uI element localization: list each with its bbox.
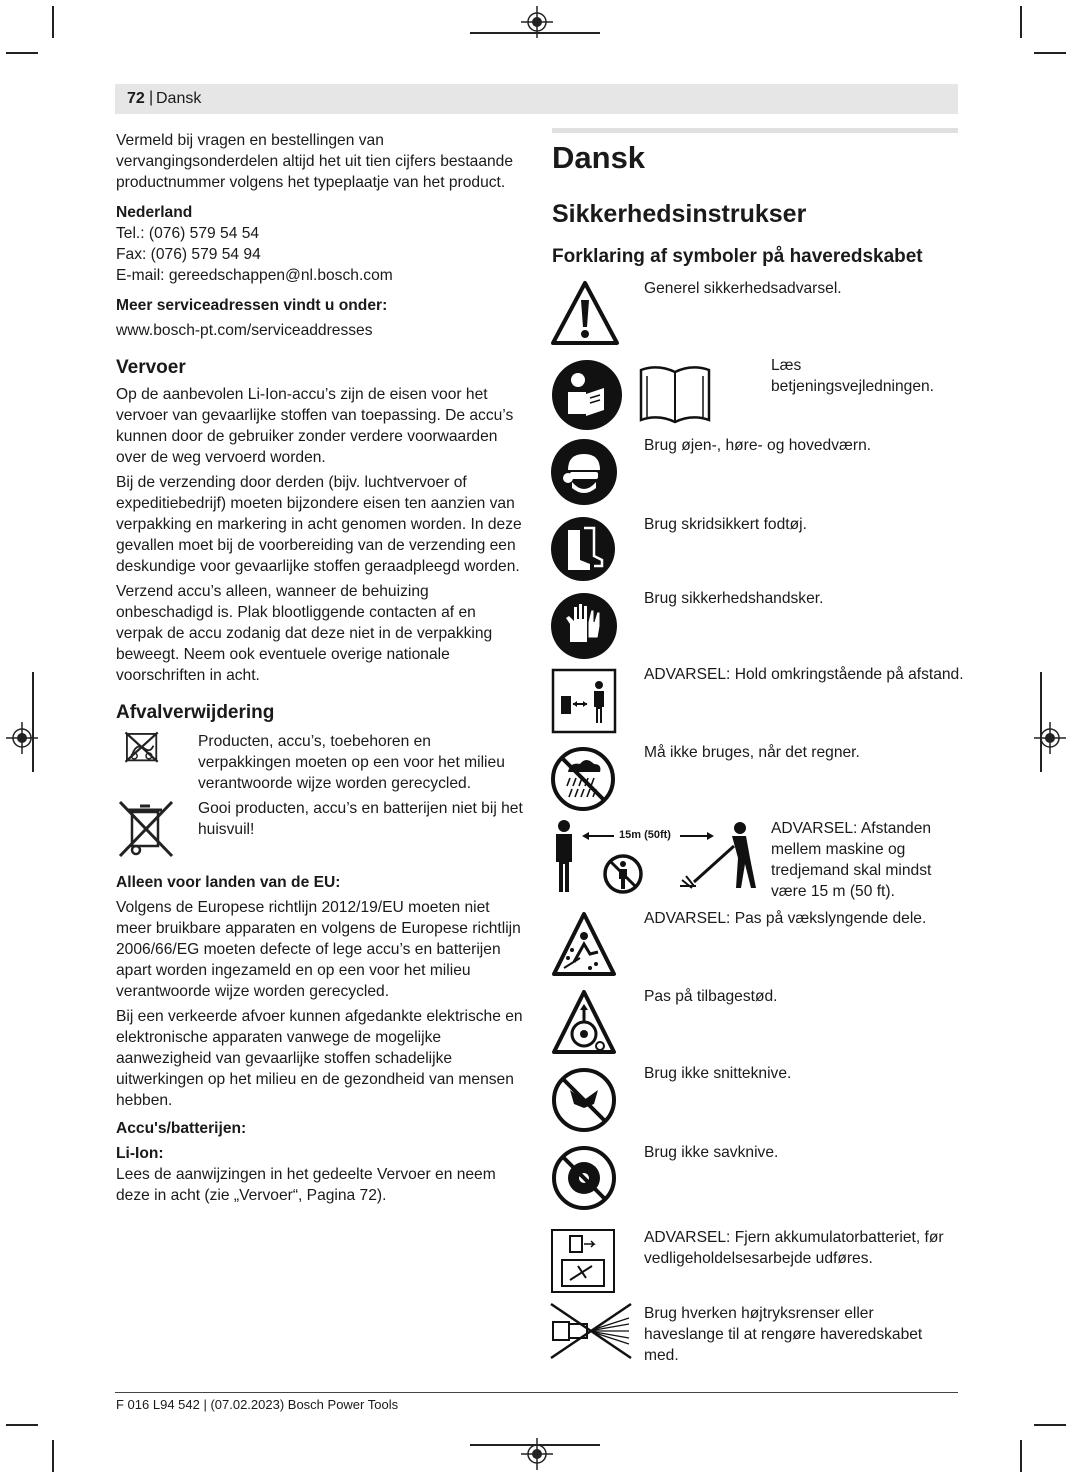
head-protection-icon bbox=[550, 438, 618, 506]
no-water-jet-icon bbox=[549, 1302, 633, 1360]
crop-mark bbox=[52, 1440, 54, 1472]
symbol-description: Brug hverken højtryksrenser eller haveslange til at rengøre haveredskabet med. bbox=[644, 1305, 923, 1364]
transport-paragraph: Verzend accu’s alleen, wanneer de behuizing onbeschadigd is. Plak blootliggende contacten af en verpak de accu zodanig dat deze niet in de verpakking beweegt. Neem ook eventuele overige nationale voorschriften in acht. bbox=[116, 583, 493, 684]
symbols-heading: Forklaring af symboler på haveredskabet bbox=[552, 246, 923, 267]
kickback-warning-icon bbox=[550, 988, 618, 1056]
thrown-objects-warning-icon bbox=[550, 910, 618, 978]
disposal-heading: Afvalverwijdering bbox=[116, 702, 275, 723]
remove-battery-icon bbox=[550, 1228, 616, 1294]
symbol-description: Brug ikke savknive. bbox=[644, 1144, 779, 1161]
eu-paragraph: Bij een verkeerde afvoer kunnen afgedankte elektrische en elektronische apparaten vanwege de mogelijke aanwezigheid van gevaarlijke stoffen schadelijke uitwerkingen op het milieu en de gezondheid van mensen hebben. bbox=[116, 1008, 523, 1109]
symbol-description: Brug sikkerhedshandsker. bbox=[644, 590, 824, 607]
service-heading: Meer serviceadressen vindt u onder: bbox=[116, 297, 388, 314]
section-name: Dansk bbox=[156, 90, 202, 107]
page-header bbox=[115, 84, 958, 114]
intro-paragraph: Vermeld bij vragen en bestellingen van vervangingsonderdelen altijd het uit tien cijfers bestaande productnummer volgens het typeplaatje van het product. bbox=[116, 132, 514, 191]
registration-mark-icon bbox=[521, 1438, 553, 1470]
service-url[interactable]: www.bosch-pt.com/serviceaddresses bbox=[116, 322, 373, 339]
disposal-item bbox=[116, 731, 526, 794]
contact-tel: Tel.: (076) 579 54 54 bbox=[116, 225, 260, 242]
safety-heading: Sikkerhedsinstrukser bbox=[552, 200, 807, 228]
crop-mark bbox=[6, 52, 38, 54]
crop-mark bbox=[1020, 1440, 1022, 1472]
recycle-packaging-icon bbox=[116, 731, 176, 775]
page-footer: F 016 L94 542 | (07.02.2023) Bosch Power Tools bbox=[116, 1397, 399, 1412]
footer-rule bbox=[115, 1392, 958, 1393]
symbol-description: Brug øjen-, høre- og hovedværn. bbox=[644, 437, 872, 454]
open-book-icon bbox=[637, 360, 713, 426]
symbol-description: Må ikke bruges, når det regner. bbox=[644, 744, 860, 761]
liion-paragraph: Lees de aanwijzingen in het gedeelte Vervoer en neem deze in acht (zie „Vervoer“, Pagina 72). bbox=[116, 1166, 496, 1204]
contact-fax: Fax: (076) 579 54 94 bbox=[116, 246, 261, 263]
eu-paragraph: Volgens de Europese richtlijn 2012/19/EU moeten niet meer bruikbare apparaten en volgens de Europese richtlijn 2006/66/EG moeten defecte of lege accu’s en batterijen apart worden ingezameld en op een voor het milieu verantwoorde wijze worden gerecycled. bbox=[116, 899, 521, 1000]
eu-heading: Alleen voor landen van de EU: bbox=[116, 874, 341, 891]
warning-triangle-icon bbox=[550, 280, 620, 346]
contact-email[interactable]: E-mail: gereedschappen@nl.bosch.com bbox=[116, 267, 393, 284]
crop-mark bbox=[1034, 1424, 1066, 1426]
symbol-description: ADVARSEL: Pas på vækslyngende dele. bbox=[644, 910, 927, 927]
liion-heading: Li-Ion: bbox=[116, 1145, 164, 1162]
disposal-text: Producten, accu’s, toebehoren en verpakkingen moeten op een voor het milieu verantwoorde wijze worden gerecycled. bbox=[198, 733, 505, 792]
crossed-bin-icon bbox=[116, 798, 176, 858]
symbol-description: ADVARSEL: Fjern akkumulatorbatteriet, før vedligeholdelsesarbejde udføres. bbox=[644, 1229, 944, 1267]
disposal-text: Gooi producten, accu’s en batterijen niet bij het huisvuil! bbox=[198, 800, 523, 838]
no-rain-icon bbox=[550, 746, 616, 812]
transport-paragraph: Bij de verzending door derden (bijv. luchtvervoer of expeditiebedrijf) moeten bijzondere eisen ten aanzien van verpakking en markering in acht genomen worden. In deze gevallen moet bij de voorbereiding van de verzending een deskundige voor gevaarlijke stoffen geraadpleegd worden. bbox=[116, 474, 522, 575]
keep-distance-icon bbox=[551, 668, 617, 734]
batteries-heading: Accu's/batterijen: bbox=[116, 1120, 247, 1137]
symbol-description: Brug skridsikkert fodtøj. bbox=[644, 516, 807, 533]
page-number: 72 bbox=[127, 90, 145, 107]
symbol-description: Pas på tilbagestød. bbox=[644, 988, 778, 1005]
column-rule bbox=[552, 128, 958, 133]
symbol-description: Generel sikkerhedsadvarsel. bbox=[644, 280, 842, 297]
section-title: Dansk bbox=[552, 140, 646, 175]
crop-mark bbox=[1020, 6, 1022, 38]
registration-mark-icon bbox=[6, 722, 38, 754]
transport-paragraph: Op de aanbevolen Li-Ion-accu’s zijn de eisen voor het vervoer van gevaarlijke stoffen van toepassing. De accu’s kunnen door de gebruiker zonder verdere voorwaarden over de weg vervoerd worden. bbox=[116, 386, 514, 466]
distance-label: 15m (50ft) bbox=[619, 829, 671, 841]
no-saw-blade-icon bbox=[550, 1144, 618, 1212]
contact-country: Nederland bbox=[116, 204, 193, 221]
registration-mark-icon bbox=[521, 6, 553, 38]
symbol-description: Brug ikke snitteknive. bbox=[644, 1065, 792, 1082]
registration-mark-icon bbox=[1034, 722, 1066, 754]
no-cutting-blade-icon bbox=[550, 1066, 618, 1134]
symbol-description: ADVARSEL: Afstanden mellem maskine og tredjemand skal mindst være 15 m (50 ft). bbox=[771, 820, 932, 900]
safety-gloves-icon bbox=[550, 592, 618, 660]
left-column bbox=[116, 130, 526, 1210]
header-separator: | bbox=[149, 89, 154, 106]
crop-mark bbox=[6, 1424, 38, 1426]
transport-heading: Vervoer bbox=[116, 357, 186, 378]
crop-mark bbox=[1034, 52, 1066, 54]
read-manual-icon bbox=[550, 358, 624, 432]
crop-mark bbox=[52, 6, 54, 38]
disposal-item bbox=[116, 798, 526, 858]
safety-boots-icon bbox=[550, 516, 616, 582]
symbol-description: Læs betjeningsvejledningen. bbox=[771, 357, 934, 395]
symbol-description: ADVARSEL: Hold omkringstående på afstand. bbox=[644, 666, 964, 683]
